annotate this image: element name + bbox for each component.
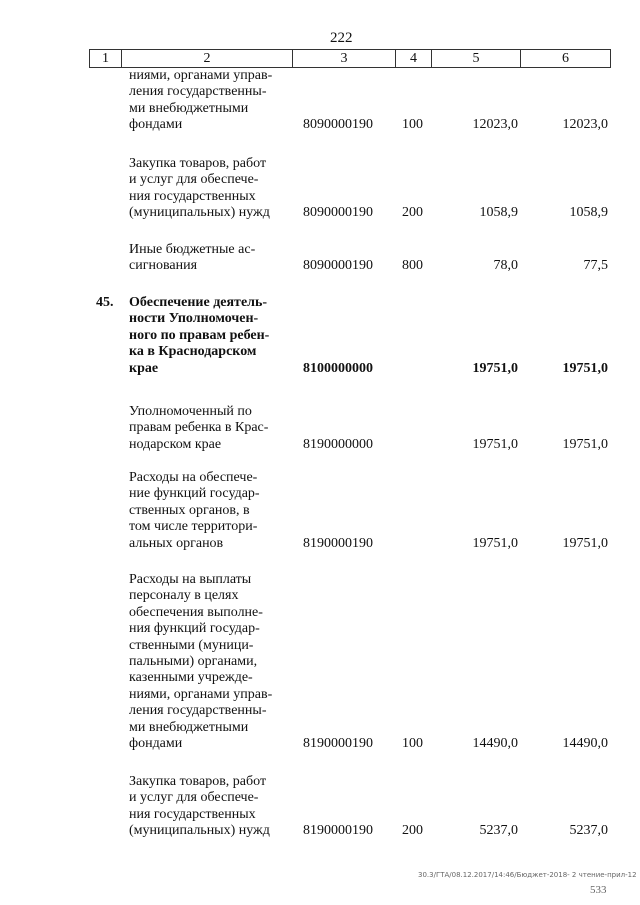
row-value-col5: 14490,0 [472,736,518,751]
row-description [129,68,284,134]
row-value-col5: 19751,0 [472,436,518,452]
row-expense-group: 100 [402,117,423,133]
row-expense-group: 100 [402,736,423,751]
row-description [129,572,284,752]
row-expense-group: 200 [402,205,423,221]
description-line: и услуг для обеспече- [129,172,259,188]
description-line: Иные бюджетные ас- [129,242,256,257]
description-line: пальными) органами, [129,654,258,670]
row-description [129,295,284,377]
header-col-6: 6 [562,50,569,66]
row-value-col6: 19751,0 [562,360,608,376]
description-line: казенными учрежде- [129,670,253,686]
description-line: Закупка товаров, работ [129,156,267,171]
description-line: альных органов [129,535,224,551]
row-expense-group: 200 [402,823,423,839]
page-number: 222 [330,30,353,46]
description-line: Расходы на выплаты [129,572,252,587]
description-line: Закупка товаров, работ [129,774,267,789]
row-code: 8090000190 [303,205,373,221]
row-number: 45. [96,295,114,310]
row-value-col6: 19751,0 [562,535,608,551]
row-value-col6: 19751,0 [562,436,608,452]
description-line: обеспечения выполне- [129,604,263,620]
row-value-col5: 78,0 [493,258,518,274]
description-line: крае [129,360,159,376]
row-value-col6: 14490,0 [562,736,608,751]
row-description [129,156,284,222]
row-value-col6: 12023,0 [562,117,608,133]
description-line: ние функций государ- [129,486,260,502]
description-line: ственных органов, в [129,502,250,518]
table-header [89,49,611,68]
row-code: 8190000000 [303,436,373,452]
row-value-col5: 19751,0 [472,360,518,376]
row-description [129,242,284,275]
description-line: ния государственных [129,188,256,204]
description-line: персоналу в целях [129,588,239,604]
footer-filepath: 30.3/ГТА/08.12.2017/14:46/Бюджет-2018- 2 чтение-прил-12 [418,871,637,879]
description-line: (муниципальных) нужд [129,823,270,839]
description-line: том числе территори- [129,519,258,535]
description-line: фондами [129,117,183,133]
header-col-1: 1 [90,50,122,67]
description-line: правам ребенка в Крас- [129,420,269,436]
description-line: ми внебюджетными [129,100,249,116]
row-expense-group: 800 [402,258,423,274]
description-line: ственными (муници- [129,637,254,653]
description-line: ми внебюджетными [129,719,249,735]
description-line: Расходы на обеспече- [129,470,258,485]
description-line: ности Уполномочен- [129,311,259,327]
description-line: ниями, органами управ- [129,68,273,83]
header-col-2: 2 [122,50,293,67]
row-code: 8090000190 [303,258,373,274]
row-code: 8190000190 [303,736,373,751]
row-code: 8090000190 [303,117,373,133]
row-code: 8190000190 [303,535,373,551]
header-col-4: 4 [396,50,432,67]
row-value-col5: 12023,0 [472,117,518,133]
row-value-col5: 5237,0 [479,823,518,839]
row-code: 8190000190 [303,823,373,839]
header-col-3: 3 [293,50,396,67]
description-line: нодарском крае [129,436,222,452]
row-value-col5: 1058,9 [479,205,518,221]
row-value-col6: 5237,0 [569,823,608,839]
description-line: ния функций государ- [129,621,260,637]
row-description [129,470,284,552]
description-line: ниями, органами управ- [129,686,273,702]
row-value-col5: 19751,0 [472,535,518,551]
description-line: сигнования [129,258,198,274]
description-line: (муниципальных) нужд [129,205,270,221]
description-line: ного по правам ребен- [129,327,270,343]
header-col-5: 5 [432,50,521,67]
description-line: ка в Краснодарском [129,344,257,360]
description-line: Уполномоченный по [129,404,252,419]
description-line: ния государственных [129,806,256,822]
row-code: 8100000000 [303,360,373,376]
row-description [129,774,284,840]
description-line: фондами [129,736,183,752]
description-line: ления государственны- [129,703,267,719]
description-line: ления государственны- [129,84,267,100]
row-value-col6: 1058,9 [569,205,608,221]
description-line: и услуг для обеспече- [129,790,259,806]
description-line: Обеспечение деятель- [129,295,268,310]
row-description [129,404,284,453]
row-value-col6: 77,5 [583,258,608,274]
page-stamp-number: 533 [590,884,607,896]
